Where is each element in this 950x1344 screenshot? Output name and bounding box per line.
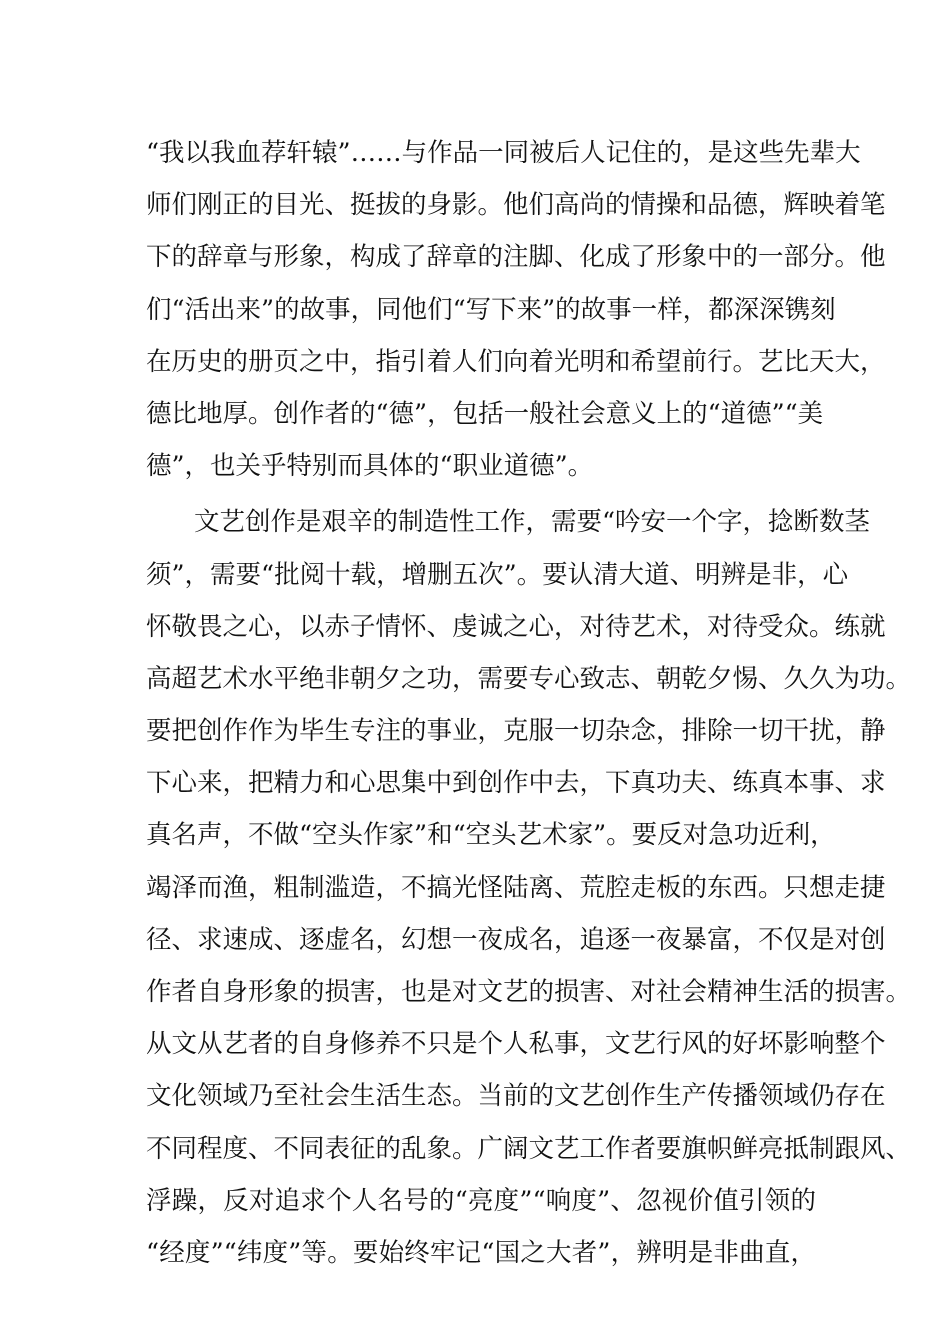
paragraph-2 [146,496,912,1279]
text-line: 下的辞章与形象，构成了辞章的注脚、化成了形象中的一部分。他 [146,242,886,273]
text-line: 德比地厚。创作者的“德”，包括一般社会意义上的“道德”“美 [146,398,824,429]
text-line: 怀敬畏之心，以赤子情怀、虔诚之心，对待艺术，对待受众。练就 [146,611,886,642]
text-line: 文艺创作是艰辛的制造性工作，需要“吟安一个字，捻断数茎 [194,507,871,538]
text-line: 径、求速成、逐虚名，幻想一夜成名，追逐一夜暴富，不仅是对创 [146,924,886,955]
text-line: 真名声，不做“空头作家”和“空头艺术家”。要反对急功近利， [146,820,836,851]
text-line: 浮躁，反对追求个人名号的“亮度”“响度”、忽视价值引领的 [146,1185,816,1216]
text-line: 们“活出来”的故事，同他们“写下来”的故事一样，都深深镌刻 [146,294,836,325]
text-line: 德”，也关乎特别而具体的“职业道德”。 [146,451,594,482]
text-line: “经度”“纬度”等。要始终牢记“国之大者”，辨明是非曲直， [146,1237,816,1268]
text-line: 师们刚正的目光、挺拔的身影。他们高尚的情操和品德，辉映着笔 [146,190,886,221]
text-line: 作者自身形象的损害，也是对文艺的损害、对社会精神生活的损害。 [146,977,912,1007]
text-line: 从文从艺者的自身修养不只是个人私事，文艺行风的好坏影响整个 [146,1029,886,1060]
text-line: 竭泽而渔，粗制滥造，不搞光怪陆离、荒腔走板的东西。只想走捷 [146,872,886,903]
text-line: 须”，需要“批阅十载，增删五次”。要认清大道、明辨是非，心 [146,559,849,590]
paragraph-1 [146,127,886,492]
text-line: 下心来，把精力和心思集中到创作中去，下真功夫、练真本事、求 [146,768,886,799]
text-line: 要把创作作为毕生专注的事业，克服一切杂念，排除一切干扰，静 [146,716,886,747]
text-line: “我以我血荐轩辕”……与作品一同被后人记住的，是这些先辈大 [146,138,861,168]
text-line: 文化领域乃至社会生活生态。当前的文艺创作生产传播领域仍存在 [146,1081,886,1112]
text-line: 不同程度、不同表征的乱象。广阔文艺工作者要旗帜鲜亮抵制跟风、 [146,1133,912,1164]
text-line: 高超艺术水平绝非朝夕之功，需要专心致志、朝乾夕惕、久久为功。 [146,663,912,694]
body-text [146,127,912,1279]
text-line: 在历史的册页之中，指引着人们向着光明和希望前行。艺比天大， [146,346,886,377]
